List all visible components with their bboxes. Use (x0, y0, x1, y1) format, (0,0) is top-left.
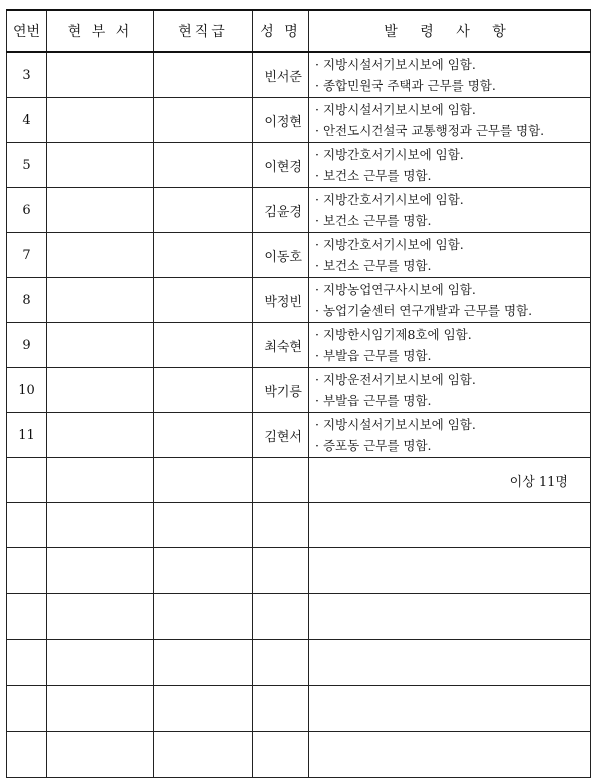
name-cell: 김윤경 (253, 188, 309, 233)
empty-cell (253, 686, 309, 732)
action-line (315, 324, 590, 345)
current-dept-cell (47, 143, 154, 188)
table-body (7, 52, 591, 778)
empty-cell (154, 732, 253, 778)
name-cell: 최숙현 (253, 323, 309, 368)
action-line (315, 210, 590, 231)
personnel-order-table (6, 9, 591, 778)
current-dept-cell (47, 233, 154, 278)
action-line (315, 189, 590, 210)
bullet: · (315, 258, 319, 273)
empty-cell (7, 503, 47, 548)
action-cell (309, 98, 591, 143)
row-number: 6 (7, 188, 47, 233)
action-text: 증포동 근무를 명함. (322, 438, 432, 453)
current-rank-cell (154, 413, 253, 458)
empty-cell (309, 732, 591, 778)
action-line (315, 165, 590, 186)
table-row (7, 323, 591, 368)
bullet: · (315, 282, 319, 297)
current-rank-cell (154, 323, 253, 368)
action-line (315, 144, 590, 165)
empty-cell (47, 548, 154, 594)
empty-cell (253, 503, 309, 548)
header-row (7, 10, 591, 52)
row-number: 10 (7, 368, 47, 413)
name-cell: 이현경 (253, 143, 309, 188)
empty-cell (309, 503, 591, 548)
table-row (7, 368, 591, 413)
empty-cell (7, 686, 47, 732)
action-cell (309, 413, 591, 458)
empty-cell (154, 458, 253, 503)
current-rank-cell (154, 278, 253, 323)
bullet: · (315, 57, 319, 72)
action-line (315, 255, 590, 276)
current-dept-cell (47, 278, 154, 323)
row-number: 4 (7, 98, 47, 143)
blank-row (7, 594, 591, 640)
action-text: 부발읍 근무를 명함. (322, 393, 432, 408)
header-action: 발 령 사 항 (309, 10, 591, 52)
bullet: · (315, 102, 319, 117)
empty-cell (47, 458, 154, 503)
empty-cell (309, 548, 591, 594)
row-number: 7 (7, 233, 47, 278)
action-cell (309, 143, 591, 188)
bullet: · (315, 438, 319, 453)
action-text: 지방간호서기시보에 임함. (322, 192, 464, 207)
empty-cell (7, 458, 47, 503)
bullet: · (315, 237, 319, 252)
action-cell (309, 323, 591, 368)
name-cell: 이동호 (253, 233, 309, 278)
empty-cell (7, 594, 47, 640)
action-text: 종합민원국 주택과 근무를 명함. (322, 78, 496, 93)
bullet: · (315, 303, 319, 318)
row-number: 5 (7, 143, 47, 188)
action-line (315, 369, 590, 390)
action-text: 지방농업연구사시보에 임함. (322, 282, 476, 297)
action-cell (309, 52, 591, 98)
table-row (7, 188, 591, 233)
blank-row (7, 640, 591, 686)
current-dept-cell (47, 323, 154, 368)
name-cell: 김현서 (253, 413, 309, 458)
empty-cell (253, 548, 309, 594)
summary-row (7, 458, 591, 503)
empty-cell (154, 594, 253, 640)
bullet: · (315, 348, 319, 363)
empty-cell (47, 686, 154, 732)
action-line (315, 300, 590, 321)
empty-cell (47, 594, 154, 640)
action-cell (309, 233, 591, 278)
row-number: 11 (7, 413, 47, 458)
empty-cell (47, 640, 154, 686)
current-dept-cell (47, 413, 154, 458)
bullet: · (315, 213, 319, 228)
table-row (7, 143, 591, 188)
current-dept-cell (47, 98, 154, 143)
current-dept-cell (47, 368, 154, 413)
empty-cell (253, 640, 309, 686)
action-line (315, 75, 590, 96)
blank-row (7, 686, 591, 732)
action-text: 보건소 근무를 명함. (322, 258, 432, 273)
table-row (7, 413, 591, 458)
bullet: · (315, 393, 319, 408)
action-cell (309, 278, 591, 323)
empty-cell (47, 732, 154, 778)
empty-cell (309, 686, 591, 732)
total-count: 이상 11명 (309, 458, 591, 503)
empty-cell (253, 732, 309, 778)
empty-cell (309, 640, 591, 686)
name-cell: 빈서준 (253, 52, 309, 98)
table-row (7, 278, 591, 323)
row-number: 3 (7, 52, 47, 98)
empty-cell (253, 458, 309, 503)
header-name: 성 명 (253, 10, 309, 52)
bullet: · (315, 192, 319, 207)
current-rank-cell (154, 52, 253, 98)
empty-cell (7, 732, 47, 778)
empty-cell (154, 503, 253, 548)
table-header (7, 10, 591, 52)
bullet: · (315, 168, 319, 183)
action-line (315, 120, 590, 141)
empty-cell (7, 548, 47, 594)
action-text: 보건소 근무를 명함. (322, 168, 432, 183)
current-rank-cell (154, 98, 253, 143)
name-cell: 박기릉 (253, 368, 309, 413)
action-text: 지방운전서기보시보에 임함. (322, 372, 476, 387)
header-current-dept: 현 부 서 (47, 10, 154, 52)
empty-cell (47, 503, 154, 548)
action-cell (309, 368, 591, 413)
action-line (315, 234, 590, 255)
action-text: 지방간호서기시보에 임함. (322, 147, 464, 162)
action-line (315, 390, 590, 411)
action-text: 부발읍 근무를 명함. (322, 348, 432, 363)
bullet: · (315, 123, 319, 138)
action-text: 지방간호서기시보에 임함. (322, 237, 464, 252)
row-number: 8 (7, 278, 47, 323)
current-dept-cell (47, 52, 154, 98)
header-no: 연번 (7, 10, 47, 52)
name-cell: 이정현 (253, 98, 309, 143)
header-current-rank: 현직급 (154, 10, 253, 52)
action-text: 지방시설서기보시보에 임함. (322, 102, 476, 117)
action-line (315, 345, 590, 366)
bullet: · (315, 372, 319, 387)
bullet: · (315, 78, 319, 93)
blank-row (7, 732, 591, 778)
action-line (315, 99, 590, 120)
action-text: 보건소 근무를 명함. (322, 213, 432, 228)
table-row (7, 233, 591, 278)
empty-cell (154, 640, 253, 686)
empty-cell (253, 594, 309, 640)
empty-cell (309, 594, 591, 640)
name-cell: 박정빈 (253, 278, 309, 323)
table-row (7, 52, 591, 98)
action-line (315, 54, 590, 75)
blank-row (7, 548, 591, 594)
table-row (7, 98, 591, 143)
action-line (315, 279, 590, 300)
action-text: 안전도시건설국 교통행정과 근무를 명함. (322, 123, 545, 138)
action-text: 지방시설서기보시보에 임함. (322, 417, 476, 432)
action-line (315, 435, 590, 456)
action-text: 농업기술센터 연구개발과 근무를 명함. (322, 303, 533, 318)
bullet: · (315, 147, 319, 162)
empty-cell (7, 640, 47, 686)
action-cell (309, 188, 591, 233)
action-line (315, 414, 590, 435)
action-text: 지방시설서기보시보에 임함. (322, 57, 476, 72)
empty-cell (154, 548, 253, 594)
action-text: 지방한시임기제8호에 임함. (322, 327, 472, 342)
current-rank-cell (154, 188, 253, 233)
blank-row (7, 503, 591, 548)
current-rank-cell (154, 233, 253, 278)
row-number: 9 (7, 323, 47, 368)
current-dept-cell (47, 188, 154, 233)
bullet: · (315, 417, 319, 432)
empty-cell (154, 686, 253, 732)
bullet: · (315, 327, 319, 342)
current-rank-cell (154, 368, 253, 413)
current-rank-cell (154, 143, 253, 188)
